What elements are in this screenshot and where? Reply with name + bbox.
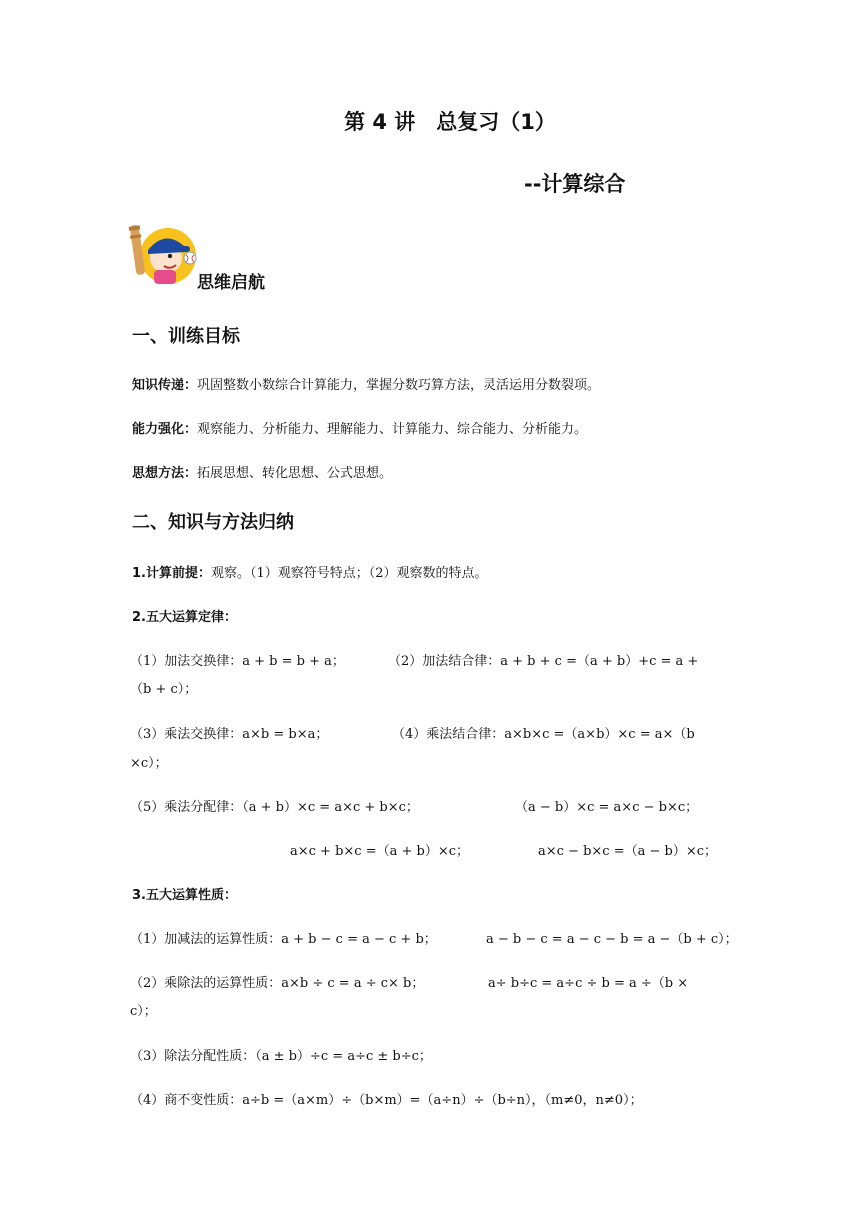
item-five-laws-label: 2.五大运算定律： [132,610,237,625]
item-calc-premise-text: 观察。（1）观察符号特点；（2）观察数的特点。 [210,566,488,581]
prop-add-sub-2: a − b − c = a − c − b = a −（b + c）； [486,932,738,947]
goal-ability-text: 观察能力、分析能力、理解能力、计算能力、综合能力、分析能力。 [197,422,588,437]
law-distributive-sub: （a − b）×c = a×c − b×c； [515,800,699,815]
goal-knowledge-label: 知识传递： [132,378,198,393]
goal-method-text: 拓展思想、转化思想、公式思想。 [197,466,393,481]
page-subtitle: --计算综合 [524,172,626,196]
law-mul-associative: （4）乘法结合律：a×b×c =（a×b）×c = a×（b [392,727,695,742]
goal-ability-label: 能力强化： [132,422,198,437]
law-add-associative-cont: （b + c）； [130,682,198,697]
goal-knowledge [132,374,600,393]
prop-div-distributive: （3）除法分配性质：（a ± b）÷c = a÷c ± b÷c； [130,1049,432,1064]
heading-training-goals: 一、训练目标 [132,326,240,347]
law-add-commutative: （1）加法交换律：a + b = b + a； [130,654,345,669]
prop-mul-div-cont: c）； [130,1004,157,1019]
goal-method [132,462,392,481]
law-mul-associative-cont: ×c）； [130,756,168,771]
law-distributive-add-rev: a×c + b×c =（a + b）×c； [290,844,470,859]
section-label: 思维启航 [197,273,265,293]
heading-knowledge-methods: 二、知识与方法归纳 [132,512,294,533]
law-distributive-add: （5）乘法分配律：（a + b）×c = a×c + b×c； [130,800,419,815]
goal-method-label: 思想方法： [132,466,198,481]
item-calc-premise [132,562,488,581]
prop-quotient-invariant: （4）商不变性质：a÷b =（a×m）÷（b×m）=（a÷n）÷（b÷n），（m≠0，n≠0）； [130,1093,643,1108]
law-mul-commutative: （3）乘法交换律：a×b = b×a； [130,727,329,742]
prop-mul-div: （2）乘除法的运算性质：a×b ÷ c = a ÷ c× b； [130,976,425,991]
law-add-associative: （2）加法结合律：a + b + c =（a + b）+c = a + [388,654,699,669]
prop-add-sub: （1）加减法的运算性质：a + b − c = a − c + b； [130,932,437,947]
page-title: 第 4 讲 总复习（1） [344,110,556,134]
mascot-icon [128,222,198,288]
item-five-properties-label: 3.五大运算性质： [132,888,237,903]
prop-mul-div-2: a÷ b÷c = a÷c ÷ b = a ÷（b × [488,976,689,991]
item-calc-premise-label: 1.计算前提： [132,566,211,581]
goal-knowledge-text: 巩固整数小数综合计算能力，掌握分数巧算方法，灵活运用分数裂项。 [197,378,601,393]
goal-ability [132,418,587,437]
law-distributive-sub-rev: a×c − b×c =（a − b）×c； [538,844,718,859]
